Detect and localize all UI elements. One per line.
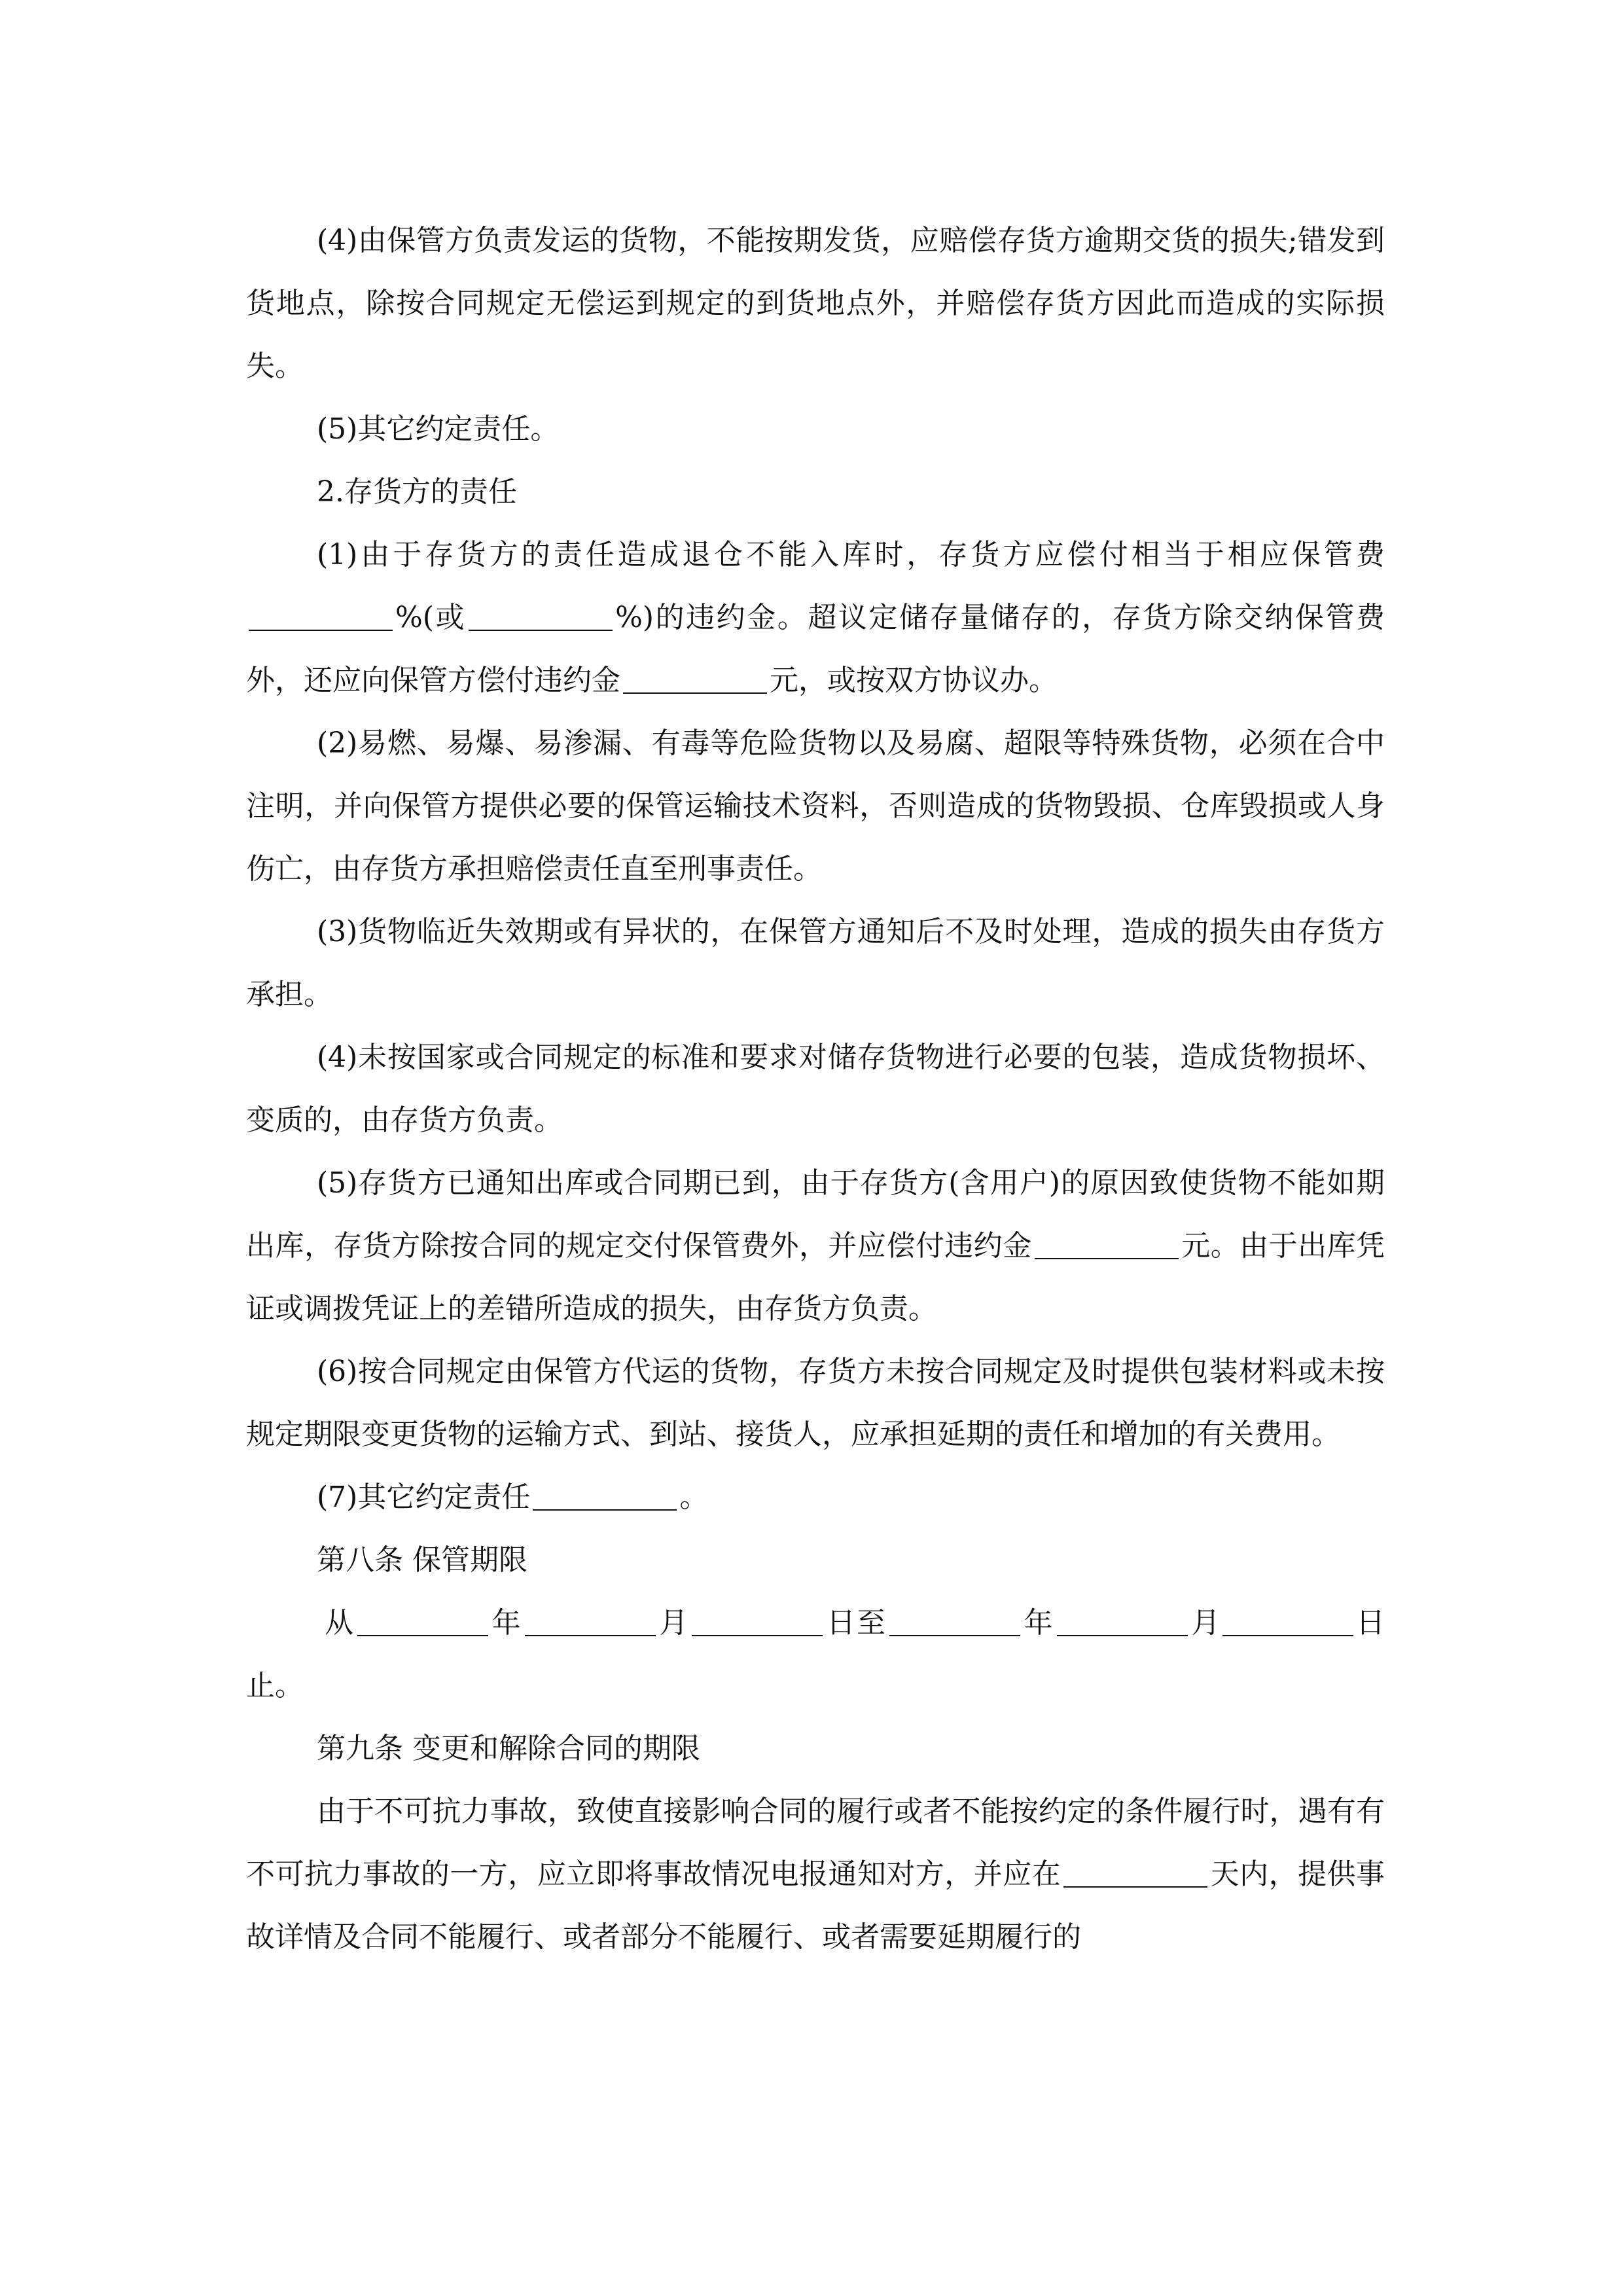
text-segment: (5)存货方已通知出库或合同期已到，由于存货方(含用户)的原因致使货物不能如期出库，存货方除按合同的规定交付保管费外，并应偿付违约金 [246,1166,1385,1263]
blank-field-end-month [1057,1606,1188,1636]
article-9-heading: 第九条 变更和解除合同的期限 [317,1732,700,1765]
text-segment: %)的违约金。超议定储存量储存的，存货方除交纳保管费外，还应向保管方偿付违约金 [246,601,1385,697]
blank-field-notice-days [1063,1857,1207,1888]
text-segment: 元。由于出库凭证或调拨凭证上的差错所造成的损失，由存货方负责。 [246,1229,1385,1325]
text-segment: %(或 [395,601,467,634]
article-8-heading: 第八条 保管期限 [317,1543,527,1577]
text-segment: 月 [658,1606,690,1640]
blank-field-percent-2 [469,601,613,631]
text-segment: 由于不可抗力事故，致使直接影响合同的履行或者不能按约定的条件履行时，遇有有不可抗力事故的一方，应立即将事故情况电报通知对方，并应在 [246,1795,1385,1891]
depositor-liability-4: (4)未按国家或合同规定的标准和要求对储存货物进行必要的包装，造成货物损坏、变质的，由存货方负责。 [246,1041,1385,1137]
depositor-liability-6: (6)按合同规定由保管方代运的货物，存货方未按合同规定及时提供包装材料或未按规定期限变更货物的运输方式、到站、接货人，应承担延期的责任和增加的有关费用。 [246,1355,1385,1451]
depositor-liability-heading: 2.存货方的责任 [317,475,517,509]
storage-period-line [246,1592,1385,1717]
text-segment: 天内，提供事故详情及合同不能履行、或者部分不能履行、或者需要延期履行的 [246,1857,1385,1954]
depositor-liability-7 [246,1466,1385,1529]
blank-field-end-year [889,1606,1020,1636]
blank-field-start-day [692,1606,823,1636]
custodian-liability-5: (5)其它约定责任。 [317,412,560,446]
document-body [246,209,1385,1969]
blank-field-start-year [357,1606,488,1636]
text-segment: 。 [679,1480,709,1514]
text-segment: 年 [490,1606,522,1640]
text-segment: 日止。 [246,1606,1385,1702]
text-segment: 从 [325,1606,355,1640]
article-9-body [246,1780,1385,1969]
text-segment: (1)由于存货方的责任造成退仓不能入库时，存货方应偿付相当于相应保管费 [317,538,1385,571]
text-segment: 元，或按双方协议办。 [770,664,1058,697]
depositor-liability-5 [246,1152,1385,1340]
blank-field-end-day [1222,1606,1353,1636]
text-segment: (7)其它约定责任 [317,1480,531,1514]
text-segment: 年 [1022,1606,1054,1640]
blank-field-other-liability [533,1480,677,1511]
depositor-liability-2: (2)易燃、易爆、易渗漏、有毒等危险货物以及易腐、超限等特殊货物，必须在合中注明，并向保管方提供必要的保管运输技术资料，否则造成的货物毁损、仓库毁损或人身伤亡，由存货方承担赔偿责任直至刑事责任。 [246,726,1385,886]
depositor-liability-3: (3)货物临近失效期或有异状的，在保管方通知后不及时处理，造成的损失由存货方承担。 [246,915,1385,1011]
blank-field-penalty-amount [623,664,767,694]
custodian-liability-4: (4)由保管方负责发运的货物，不能按期发货，应赔偿存货方逾期交货的损失;错发到货地点，除按合同规定无偿运到规定的到货地点外，并赔偿存货方因此而造成的实际损失。 [246,224,1385,383]
text-segment: 月 [1190,1606,1222,1640]
text-segment: 日至 [825,1606,887,1640]
blank-field-penalty-amount-2 [1035,1229,1179,1259]
blank-field-percent-1 [249,601,393,631]
depositor-liability-1 [246,524,1385,712]
blank-field-start-month [525,1606,656,1636]
